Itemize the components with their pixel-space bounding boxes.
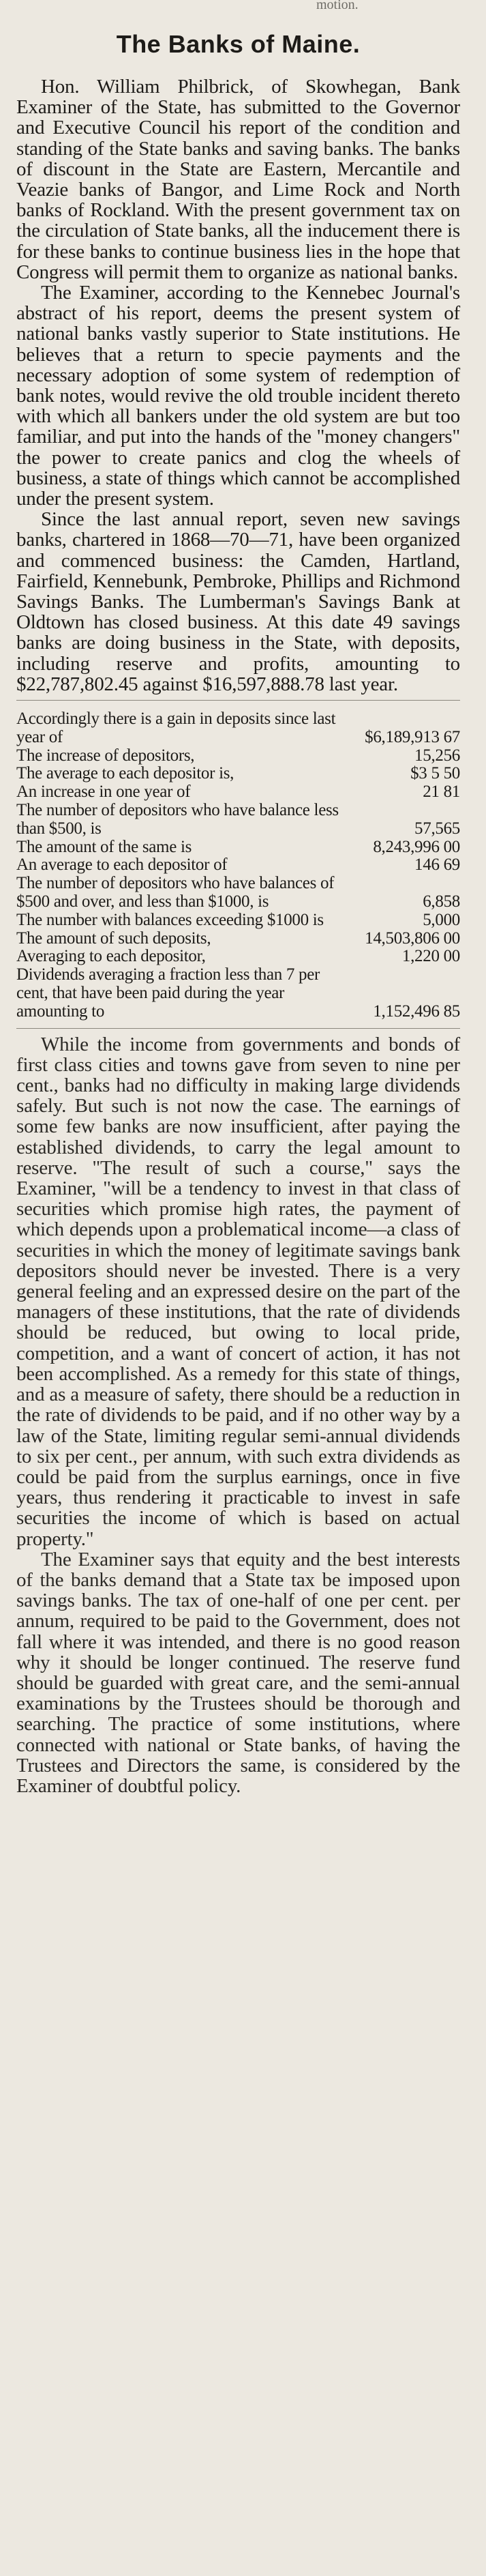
stat-row: [16, 856, 460, 875]
stat-row: [16, 783, 460, 802]
stat-row: [16, 802, 460, 838]
stat-value: 21 81: [423, 782, 460, 802]
paragraph: Since the last annual report, seven new savings banks, chartered in 1868—70—71, have been organized and commenced business: the Camden, Hartland, Fairfield, Kennebunk, Pembroke, Phillips and Richmond Savings Banks. The Lumberman's Savings Bank at Oldtown has closed business. At this date 49 savings banks are doing business in the State, with deposits, including reserve and profits, amounting to $22,787,802.45 against $16,597,888.78 last year.: [16, 508, 460, 695]
statistics-table: [16, 710, 460, 1021]
stat-value: 8,243,996 00: [373, 837, 460, 856]
stat-value: 14,503,806 00: [365, 928, 460, 948]
article-intro: [16, 76, 460, 694]
stat-row: [16, 930, 460, 948]
stat-label: The increase of depositors,: [16, 746, 195, 765]
stat-label: The amount of the same is: [16, 837, 192, 856]
stat-label: An increase in one year of: [16, 782, 191, 802]
stat-value: 1,152,496 85: [373, 1001, 460, 1021]
paragraph: While the income from governments and bonds of first class cities and towns gave from seven to nine per cent., banks had no difficulty in making large dividends safely. But such is not now the case. The earnings of some few banks are now insufficient, after paying the established dividends, to carry the legal amount to reserve. "The result of such a course," says the Examiner, "will be a tendency to invest in that class of securities which promise high rates, the payment of which depends upon a problematical income—a class of securities in which the money of legitimate savings bank depositors should never be invested. There is a very general feeling and an expressed desire on the part of the managers of these institutions, that the rate of dividends should be reduced, but owing to local pride, competition, and a want of concert of action, it has not been accomplished. As a remedy for this state of things, and as a measure of safety, there should be a reduction in the rate of dividends to be paid, and if no other way by a law of the State, limiting regular semi-annual dividends to six per cent., per annum, with such extra dividends as could be paid from the surplus earnings, once in five years, thus rendering it practicable to invest in safe securities the income of which is based on actual property.": [16, 1033, 460, 1550]
stat-value: 57,565: [414, 819, 460, 838]
stat-label: The number of depositors who have balances of $500 and over, and less than $1000, is: [16, 874, 335, 911]
stat-label: The number of depositors who have balance less than $500, is: [16, 801, 339, 838]
stat-row: [16, 911, 460, 930]
stat-row: [16, 838, 460, 857]
stat-value: 6,858: [423, 892, 460, 911]
divider: [16, 1028, 460, 1029]
stat-row: [16, 710, 460, 747]
stat-label: The number with balances exceeding $1000 is: [16, 910, 324, 929]
article-body: [16, 1034, 460, 1797]
paragraph: The Examiner says that equity and the best interests of the banks demand that a State tax be imposed upon savings banks. The tax of one-half of one per cent. per annum, required to be paid to the Government, does not fall where it was intended, and there is no good reason why it should be longer continued. The reserve fund should be guarded with great care, and the semi-annual examinations by the Trustees should be thorough and searching. The practice of some institutions, where connected with national or State banks, of having the Trustees and Directors the same, is considered by the Examiner of doubtful policy.: [16, 1548, 460, 1797]
stat-value: $3 5 50: [410, 764, 460, 783]
paragraph: Hon. William Philbrick, of Skowhegan, Bank Examiner of the State, has submitted to the Governor and Executive Council his report of the condition and standing of the State banks and saving banks. The banks of discount in the State are Eastern, Mercantile and Veazie banks of Bangor, and Lime Rock and North banks of Rockland. With the present government tax on the circulation of State banks, all the inducement there is for these banks to continue business lies in the hope that Congress will permit them to organize as national banks.: [16, 76, 460, 283]
stat-value: 146 69: [414, 855, 460, 875]
stat-value: 1,220 00: [401, 947, 460, 966]
stat-row: [16, 765, 460, 783]
article-title: The Banks of Maine.: [116, 30, 361, 58]
stat-label: The average to each depositor is,: [16, 764, 234, 783]
stat-row: [16, 875, 460, 911]
stat-label: Averaging to each depositor,: [16, 947, 206, 966]
paragraph: The Examiner, according to the Kennebec Journal's abstract of his report, deems the present system of national banks vastly superior to State institutions. He believes that a return to specie payments and the necessary adoption of some system of redemption of bank notes, would revive the old trouble incident thereto with which all bankers under the old system are but too familiar, and put into the hands of the "money changers" the power to create panics and clog the wheels of business, a state of things which cannot be accomplished under the present system.: [16, 282, 460, 510]
stat-label: Accordingly there is a gain in deposits since last year of: [16, 709, 336, 746]
stat-value: 15,256: [414, 746, 460, 765]
previous-article-fragment: motion.: [316, 0, 359, 10]
stat-value: $6,189,913 67: [365, 727, 460, 746]
stat-row: [16, 747, 460, 765]
stat-row: [16, 966, 460, 1021]
stat-value: 5,000: [423, 910, 460, 929]
divider: [16, 700, 460, 701]
stat-label: The amount of such deposits,: [16, 928, 211, 948]
stat-label: Dividends averaging a fraction less than 7 per cent, that have been paid during the year amounting to: [16, 965, 320, 1021]
stat-row: [16, 948, 460, 966]
stat-label: An average to each depositor of: [16, 855, 228, 875]
